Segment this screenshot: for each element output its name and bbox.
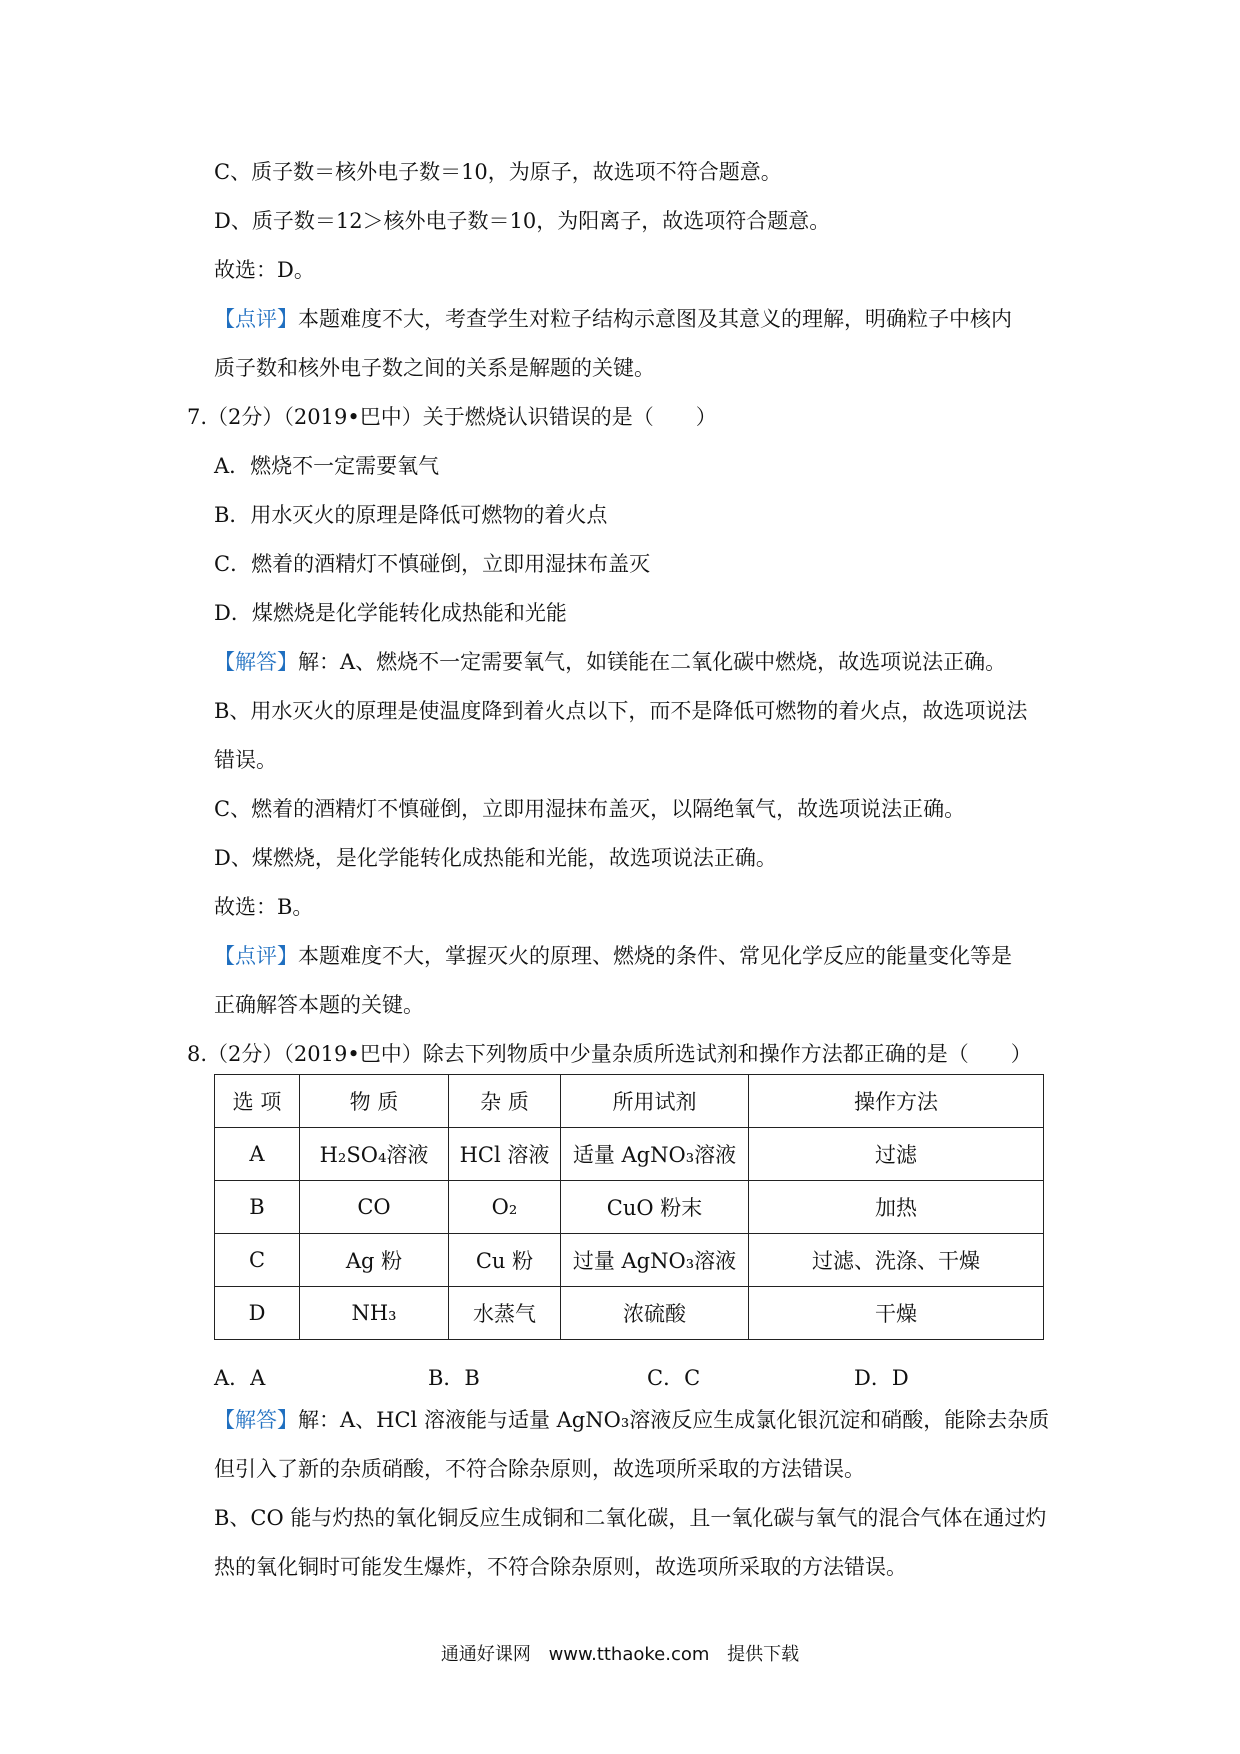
table-cell: C: [215, 1234, 300, 1287]
table-cell: 过滤: [749, 1128, 1044, 1181]
comment-text: 本题难度不大，考查学生对粒子结构示意图及其意义的理解，明确粒子中核内: [298, 307, 1012, 331]
comment-tag: 【点评】: [214, 944, 298, 968]
text-line: 错误。: [214, 748, 277, 772]
text-line: C、燃着的酒精灯不慎碰倒，立即用湿抹布盖灭，以隔绝氧气，故选项说法正确。: [214, 797, 966, 821]
comment-tag: 【点评】: [214, 307, 298, 331]
table-row: [215, 1287, 1044, 1340]
table-header-row: [215, 1075, 1044, 1128]
comment-text: 本题难度不大，掌握灭火的原理、燃烧的条件、常见化学反应的能量变化等是: [298, 944, 1012, 968]
answer-text: 解：A、燃烧不一定需要氧气，如镁能在二氧化碳中燃烧，故选项说法正确。: [298, 650, 1007, 674]
text-line: 故选：D。: [214, 258, 315, 282]
reagent-table: [214, 1074, 1044, 1340]
table-cell: Cu 粉: [449, 1234, 561, 1287]
table-header-cell: 杂 质: [449, 1075, 561, 1128]
page-footer: [0, 1640, 1240, 1666]
table-header-cell: 选 项: [215, 1075, 300, 1128]
comment-line: [214, 946, 1012, 967]
table-cell: 浓硫酸: [561, 1287, 749, 1340]
text-line: D、质子数＝12＞核外电子数＝10，为阳离子，故选项符合题意。: [214, 209, 831, 233]
text-line: 但引入了新的杂质硝酸，不符合除杂原则，故选项所采取的方法错误。: [214, 1457, 865, 1481]
table-header-cell: 物 质: [300, 1075, 449, 1128]
table-cell: 适量 AgNO₃溶液: [561, 1128, 749, 1181]
table-cell: 加热: [749, 1181, 1044, 1234]
table-cell: 过滤、洗涤、干燥: [749, 1234, 1044, 1287]
text-line: D、煤燃烧，是化学能转化成热能和光能，故选项说法正确。: [214, 846, 777, 870]
answer-option-a: A．A: [214, 1366, 266, 1390]
table-cell: B: [215, 1181, 300, 1234]
table-row: [215, 1128, 1044, 1181]
table-cell: O₂: [449, 1181, 561, 1234]
text-line: 正确解答本题的关键。: [214, 993, 424, 1017]
table-cell: 过量 AgNO₃溶液: [561, 1234, 749, 1287]
table-cell: CuO 粉末: [561, 1181, 749, 1234]
option-c: C．燃着的酒精灯不慎碰倒，立即用湿抹布盖灭: [214, 552, 651, 576]
text-line: B、CO 能与灼热的氧化铜反应生成铜和二氧化碳，且一氧化碳与氧气的混合气体在通过灼: [214, 1506, 1047, 1530]
answer-option-d: D．D: [854, 1366, 909, 1390]
table-cell: H₂SO₄溶液: [300, 1128, 449, 1181]
table-header-cell: 所用试剂: [561, 1075, 749, 1128]
table-cell: 水蒸气: [449, 1287, 561, 1340]
answer-line: [214, 652, 1006, 673]
footer-suffix: 提供下载: [727, 1644, 800, 1665]
answer-tag: 【解答】: [214, 1408, 298, 1432]
text-line: 故选：B。: [214, 895, 314, 919]
table-cell: CO: [300, 1181, 449, 1234]
answer-option-c: C．C: [647, 1366, 701, 1390]
text-line: C、质子数＝核外电子数＝10，为原子，故选项不符合题意。: [214, 160, 782, 184]
footer-url[interactable]: www.tthaoke.com: [548, 1644, 710, 1665]
table-cell: Ag 粉: [300, 1234, 449, 1287]
footer-site: 通通好课网: [440, 1644, 531, 1665]
option-d: D．煤燃烧是化学能转化成热能和光能: [214, 601, 567, 625]
question-8-stem: 8.（2分）（2019•巴中）除去下列物质中少量杂质所选试剂和操作方法都正确的是（ ）: [187, 1042, 1032, 1066]
answer-option-b: B．B: [428, 1366, 480, 1390]
answer-line: [214, 1410, 1049, 1431]
option-a: A．燃烧不一定需要氧气: [214, 454, 440, 478]
table-cell: NH₃: [300, 1287, 449, 1340]
table-cell: HCl 溶液: [449, 1128, 561, 1181]
table-cell: A: [215, 1128, 300, 1181]
comment-line: [214, 309, 1012, 330]
option-b: B．用水灭火的原理是降低可燃物的着火点: [214, 503, 608, 527]
answer-text: 解：A、HCl 溶液能与适量 AgNO₃溶液反应生成氯化银沉淀和硝酸，能除去杂质: [298, 1408, 1050, 1432]
table-header-cell: 操作方法: [749, 1075, 1044, 1128]
answer-tag: 【解答】: [214, 650, 298, 674]
table-row: [215, 1234, 1044, 1287]
text-line: 热的氧化铜时可能发生爆炸，不符合除杂原则，故选项所采取的方法错误。: [214, 1555, 907, 1579]
table-row: [215, 1181, 1044, 1234]
table-cell: D: [215, 1287, 300, 1340]
text-line: B、用水灭火的原理是使温度降到着火点以下，而不是降低可燃物的着火点，故选项说法: [214, 699, 1028, 723]
question-7-stem: 7.（2分）（2019•巴中）关于燃烧认识错误的是（ ）: [187, 405, 717, 429]
text-line: 质子数和核外电子数之间的关系是解题的关键。: [214, 356, 655, 380]
table-cell: 干燥: [749, 1287, 1044, 1340]
